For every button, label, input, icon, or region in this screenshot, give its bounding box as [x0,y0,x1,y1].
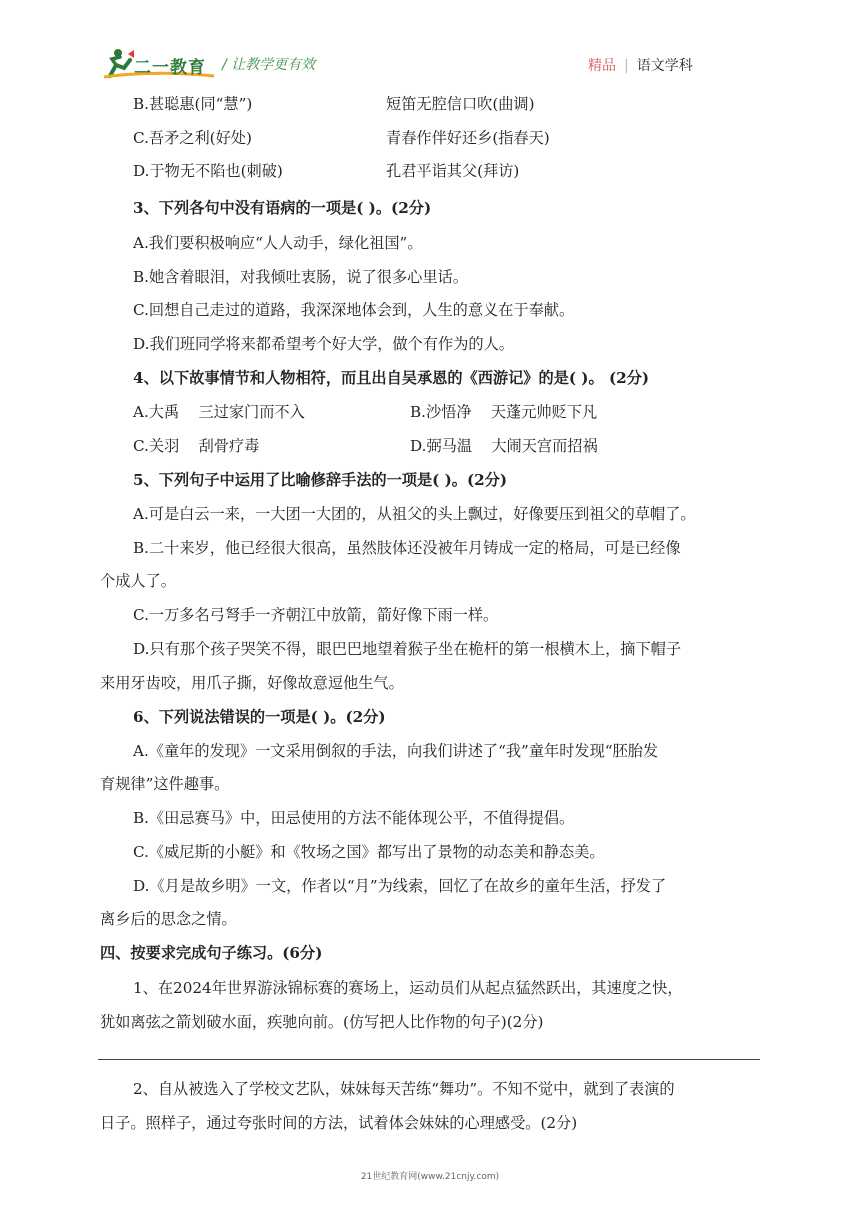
q5-option-b-line2: 个成人了。 [100,572,176,590]
q6-option-b: B.《田忌赛马》中，田忌使用的方法不能体现公平，不值得提倡。 [133,809,575,827]
q5-option-d-line1: D.只有那个孩子哭笑不得，眼巴巴地望着猴子坐在桅杆的第一根横木上，摘下帽子 [133,640,682,658]
q6-option-a-line1: A.《童年的发现》一文采用倒叙的手法，向我们讲述了“我”童年时发现“胚胎发 [133,742,659,760]
q5-option-d-line2: 来用牙齿咬，用爪子撕，好像故意逗他生气。 [100,674,404,692]
section-4-heading: 四、按要求完成句子练习。(6分) [100,944,323,962]
q4-option-c: C.关羽 刮骨疗毒 [133,437,260,455]
option-c-right: 青春作伴好还乡(指春天) [386,129,550,147]
q6-option-d-line1: D.《月是故乡明》一文，作者以“月”为线索，回忆了在故乡的童年生活，抒发了 [133,877,667,895]
question-4: 4、以下故事情节和人物相符，而且出自吴承恩的《西游记》的是( )。 (2分) [133,369,650,387]
question-6: 6、下列说法错误的一项是( )。(2分) [133,708,386,726]
brand-name: 二一教育 [134,58,206,78]
slogan: / 让教学更有效 [222,57,316,73]
answer-line [98,1059,760,1060]
q6-option-d-line2: 离乡后的思念之情。 [100,910,237,928]
q3-option-c: C.回想自己走过的道路，我深深地体会到，人生的意义在于奉献。 [133,301,575,319]
option-d-right: 孔君平诣其父(拜访) [386,162,520,180]
option-c-left: C.吾矛之利(好处) [133,129,252,147]
s4-q1-line2: 犹如离弦之箭划破水面，疾驰向前。(仿写把人比作物的句子)(2分) [100,1013,544,1031]
s4-q1-line1: 1、在2024年世界游泳锦标赛的赛场上，运动员们从起点猛然跃出，其速度之快， [133,979,683,997]
q6-option-a-line2: 育规律”这件趣事。 [100,775,230,793]
page-header [0,0,860,90]
q5-option-a: A.可是白云一来，一大团一大团的，从祖父的头上飘过，好像要压到祖父的草帽了。 [133,505,696,523]
q4-option-b: B.沙悟净 天蓬元帅贬下凡 [410,403,598,421]
option-d-left: D.于物无不陷也(刺破) [133,162,283,180]
page-footer: 21世纪教育网(www.21cnjy.com) [360,1172,500,1182]
subject-label: 语文学科 [636,58,693,74]
question-3: 3、下列各句中没有语病的一项是( )。(2分) [133,199,432,217]
s4-q2-line1: 2、自从被选入了学校文艺队，妹妹每天苦练“舞功”。不知不觉中，就到了表演的 [133,1080,675,1098]
s4-q2-line2: 日子。照样子，通过夸张时间的方法，试着体会妹妹的心理感受。(2分) [100,1114,578,1132]
question-5: 5、下列句子中运用了比喻修辞手法的一项是( )。(2分) [133,471,508,489]
header-right [588,55,693,75]
q3-option-b: B.她含着眼泪，对我倾吐衷肠，说了很多心里话。 [133,268,468,286]
q4-option-a: A.大禹 三过家门而不入 [133,403,305,421]
q3-option-d: D.我们班同学将来都希望考个好大学，做个有作为的人。 [133,335,514,353]
q3-option-a: A.我们要积极响应“人人动手，绿化祖国”。 [133,234,423,252]
q4-option-d: D.弼马温 大闹天宫而招祸 [410,437,598,455]
option-b-right: 短笛无腔信口吹(曲调) [386,95,535,113]
header-separator: | [624,58,629,74]
q5-option-b-line1: B.二十来岁，他已经很大很高，虽然肢体还没被年月铸成一定的格局，可是已经像 [133,539,681,557]
quality-tag: 精品 [588,58,616,74]
q5-option-c: C.一万多名弓弩手一齐朝江中放箭，箭好像下雨一样。 [133,606,499,624]
q6-option-c: C.《威尼斯的小艇》和《牧场之国》都写出了景物的动态美和静态美。 [133,843,605,861]
option-b-left: B.甚聪惠(同“慧”) [133,95,253,113]
